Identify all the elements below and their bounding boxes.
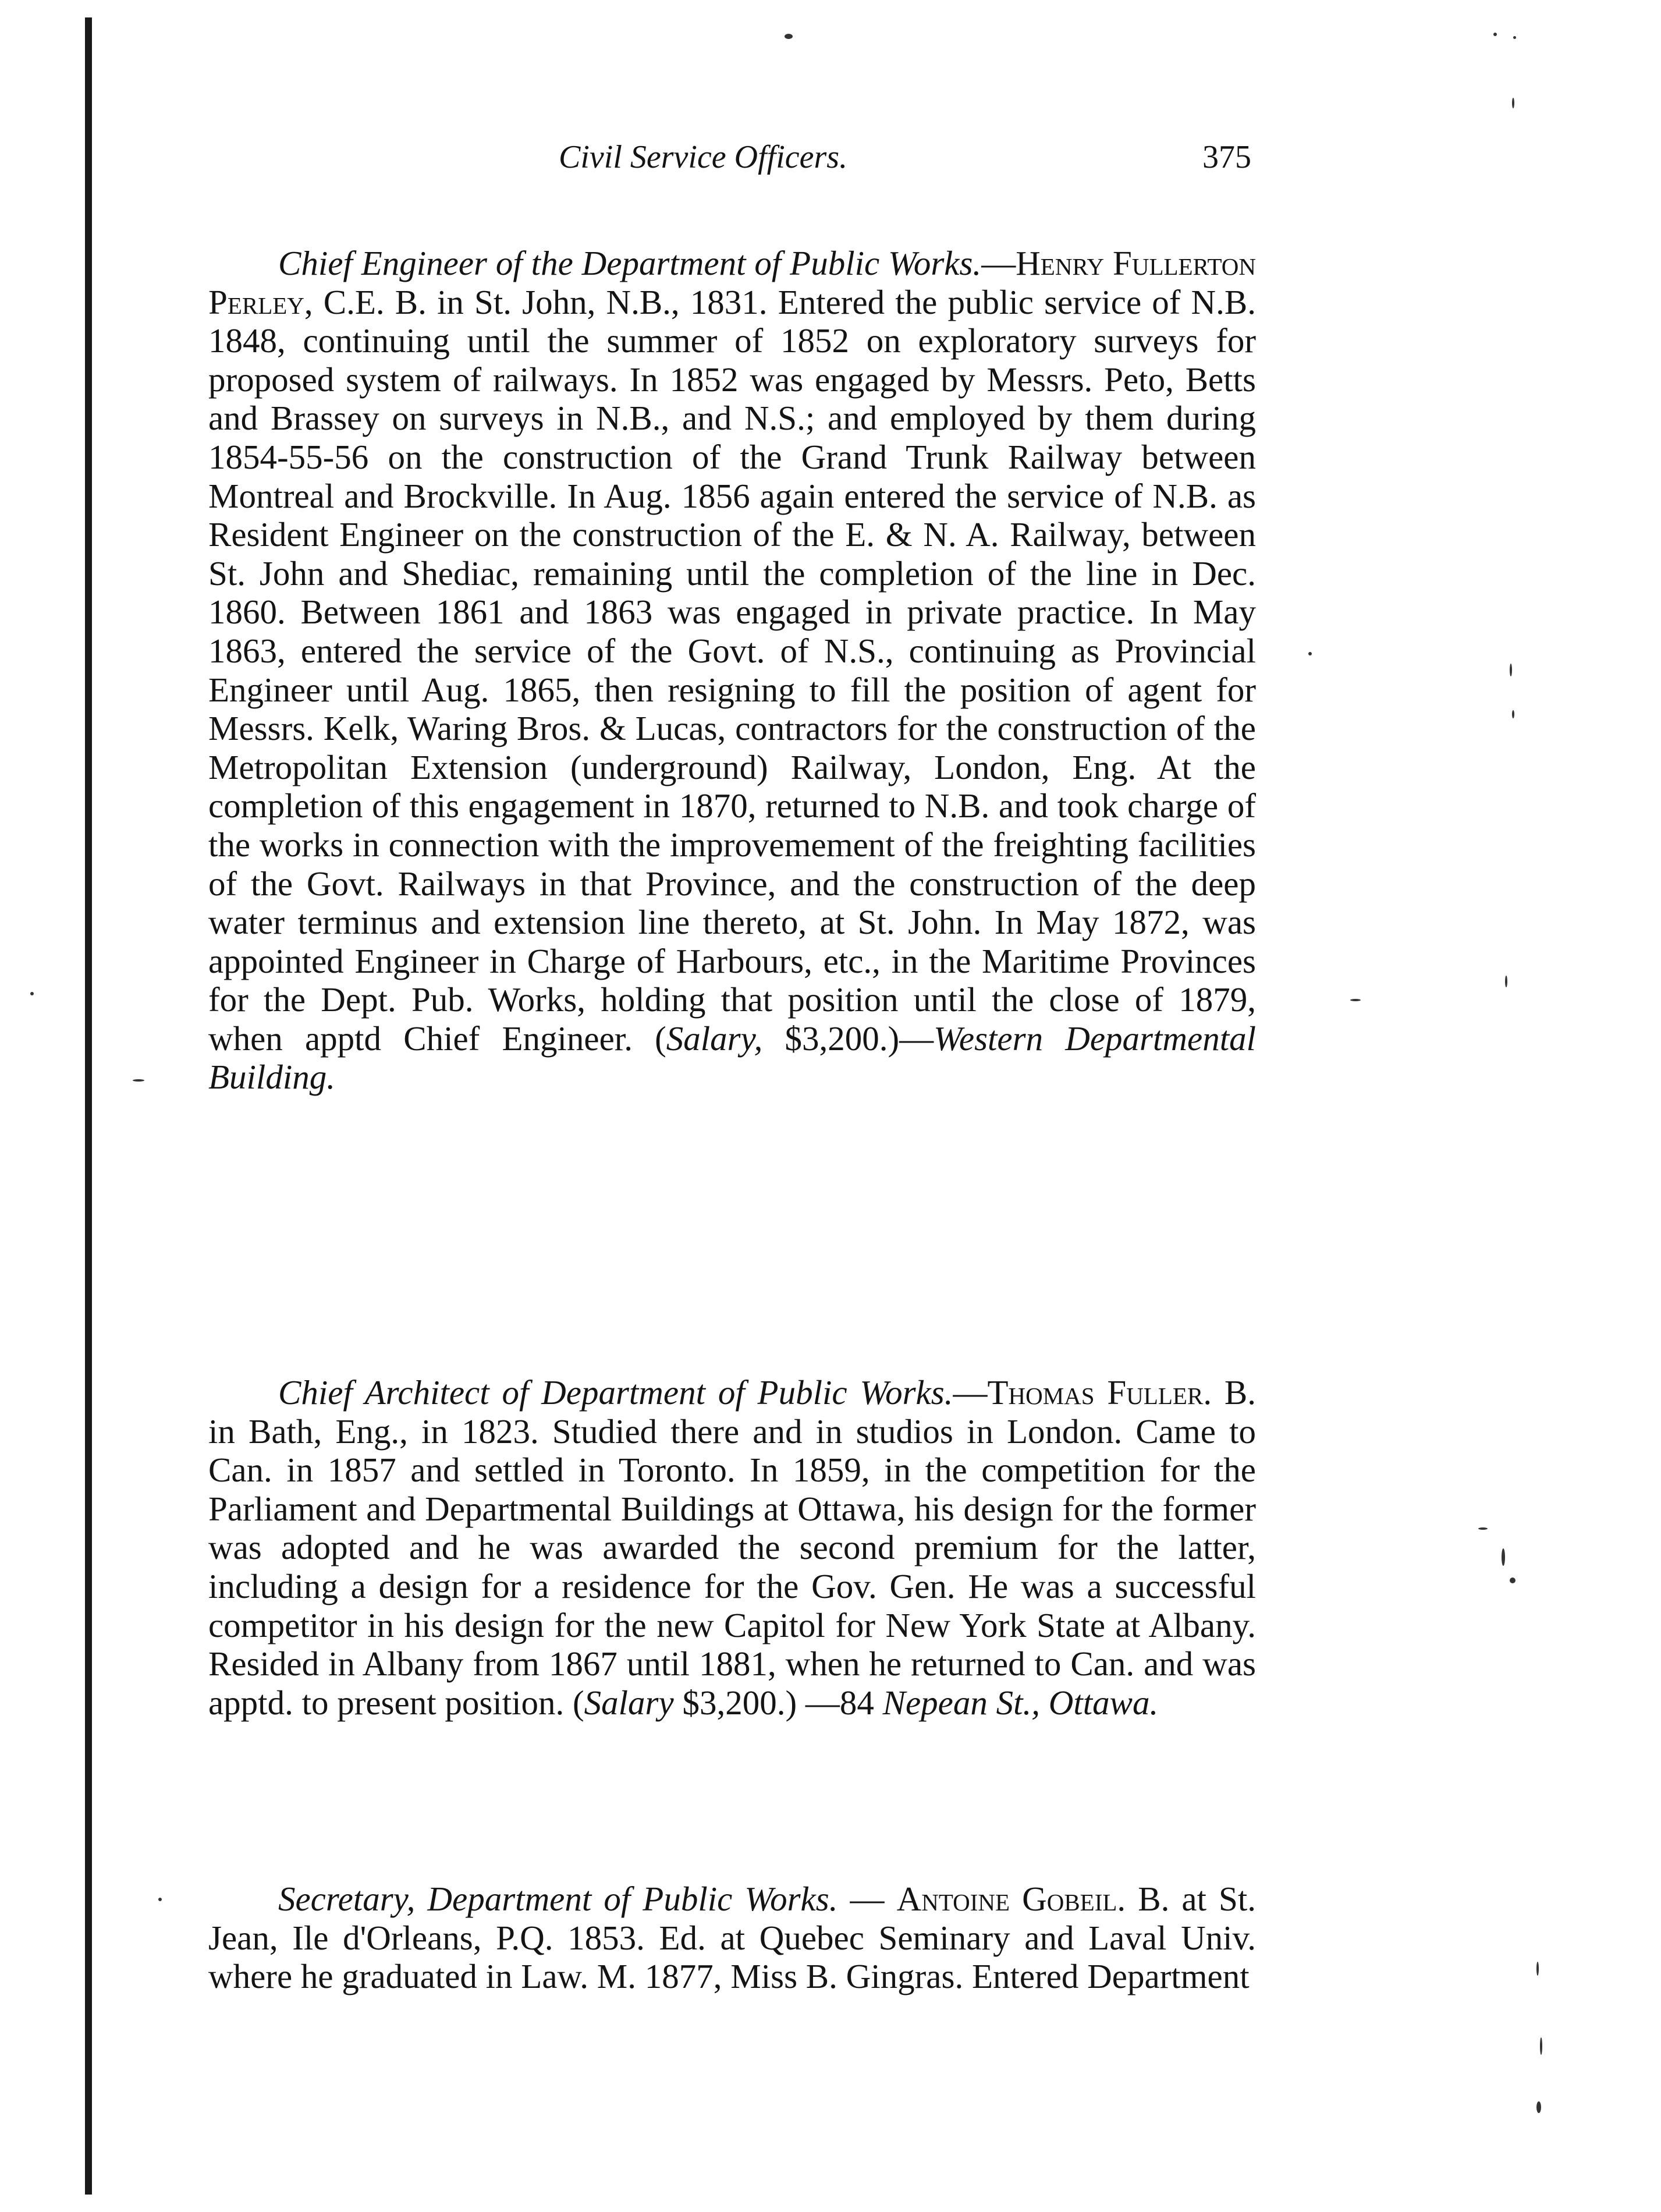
- scan-speck: [1505, 976, 1507, 987]
- office-address: Nepean St., Ottawa.: [882, 1683, 1159, 1722]
- scan-speck: [1502, 1548, 1505, 1566]
- scan-speck: [1493, 33, 1497, 36]
- salary-label: Salary: [584, 1683, 674, 1722]
- biography-text: , C.E. B. in St. John, N.B., 1831. Entered the public service of N.B. 1848, continuing until the summer of 1852 on exploratory surveys for proposed system of railways. In 1852 was engaged by Messrs. Peto, Betts and Brassey on surveys in N.B., and N.S.; and employed by them during 1854-55-56 on the construction of the Grand Trunk Railway between Montreal and Brockville. In Aug. 1856 again entered the service of N.B. as Resident Engineer on the construction of the E. & N. A. Railway, between St. John and Shediac, remaining until the completion of the line in Dec. 1860. Between 1861 and 1863 was engaged in private practice. In May 1863, entered the service of the Govt. of N.S., continuing as Provincial Engineer until Aug. 1865, then resigning to fill the position of agent for Messrs. Kelk, Waring Bros. & Lucas, contractors for the construction of the Metropolitan Extension (underground) Railway, London, Eng. At the completion of this engagement in 1870, returned to N.B. and took charge of the works in connection with the improvemement of the freighting facilities of the Govt. Railways in that Province, and the construction of the deep water terminus and extension line thereto, at St. John. In May 1872, was appointed Engineer in Charge of Harbours, etc., in the Maritime Provinces for the Dept. Pub. Works, holding that position until the close of 1879, when apptd Chief Engineer. (: [208, 282, 1256, 1058]
- scan-speck: [1512, 710, 1514, 718]
- scan-speck: [1512, 98, 1514, 108]
- scan-speck: [158, 1898, 162, 1901]
- officer-name: Thomas Fuller: [987, 1373, 1204, 1412]
- scan-speck: [1308, 652, 1312, 655]
- entry-chief-architect: [208, 1373, 1256, 1722]
- em-dash: —: [981, 244, 1016, 282]
- em-dash: —: [837, 1880, 897, 1918]
- running-head: [210, 133, 1251, 185]
- scan-speck: [1540, 2037, 1542, 2055]
- office-title: Chief Engineer of the Department of Public Works.: [278, 244, 982, 282]
- scan-speck: [133, 1079, 144, 1082]
- salary-value: $3,200.): [762, 1019, 900, 1058]
- scan-speck: [785, 34, 793, 39]
- scan-speck: [1478, 1527, 1488, 1530]
- scan-speck: [1510, 1578, 1516, 1583]
- scan-speck: [1513, 36, 1516, 39]
- office-title: Chief Architect of Department of Public Works.: [278, 1373, 953, 1412]
- salary-label: Salary,: [666, 1019, 763, 1058]
- entry-chief-engineer: [208, 244, 1256, 1097]
- entry-secretary: [208, 1880, 1256, 1996]
- officer-name: Henry Fullerton Perley: [208, 244, 1257, 321]
- scan-speck: [30, 992, 34, 995]
- biography-text: . B. at St. Jean, Ile d'Orleans, P.Q. 1853. Ed. at Quebec Seminary and Laval Univ. where he graduated in Law. M. 1877, Miss B. Gingras. Entered Department: [208, 1880, 1257, 1996]
- salary-value: $3,200.): [673, 1683, 797, 1722]
- page-number: 375: [1202, 139, 1251, 175]
- scan-speck: [1536, 2101, 1541, 2113]
- scan-speck: [1350, 999, 1361, 1001]
- em-dash: —: [953, 1373, 988, 1412]
- officer-name: Antoine Gobeil: [896, 1880, 1117, 1918]
- office-address: Western Departmental Building.: [208, 1019, 1256, 1097]
- biography-text: . B. in Bath, Eng., in 1823. Studied there and in studios in London. Came to Can. in 1857 and settled in Toronto. In 1859, in the competition for the Parliament and Departmental Buildings at Ottawa, his design for the former was adopted and he was awarded the second premium for the latter, including a design for a residence for the Gov. Gen. He was a successful competitor in his design for the new Capitol for New York State at Albany. Resided in Albany from 1867 until 1881, when he returned to Can. and was apptd. to present position. (: [208, 1373, 1257, 1722]
- running-title: Civil Service Officers.: [559, 139, 848, 175]
- address-dash: —: [899, 1019, 934, 1058]
- address-dash: —84: [797, 1683, 883, 1722]
- office-title: Secretary, Department of Public Works.: [278, 1880, 838, 1918]
- scan-speck: [1510, 664, 1512, 676]
- scan-speck: [1536, 1962, 1539, 1976]
